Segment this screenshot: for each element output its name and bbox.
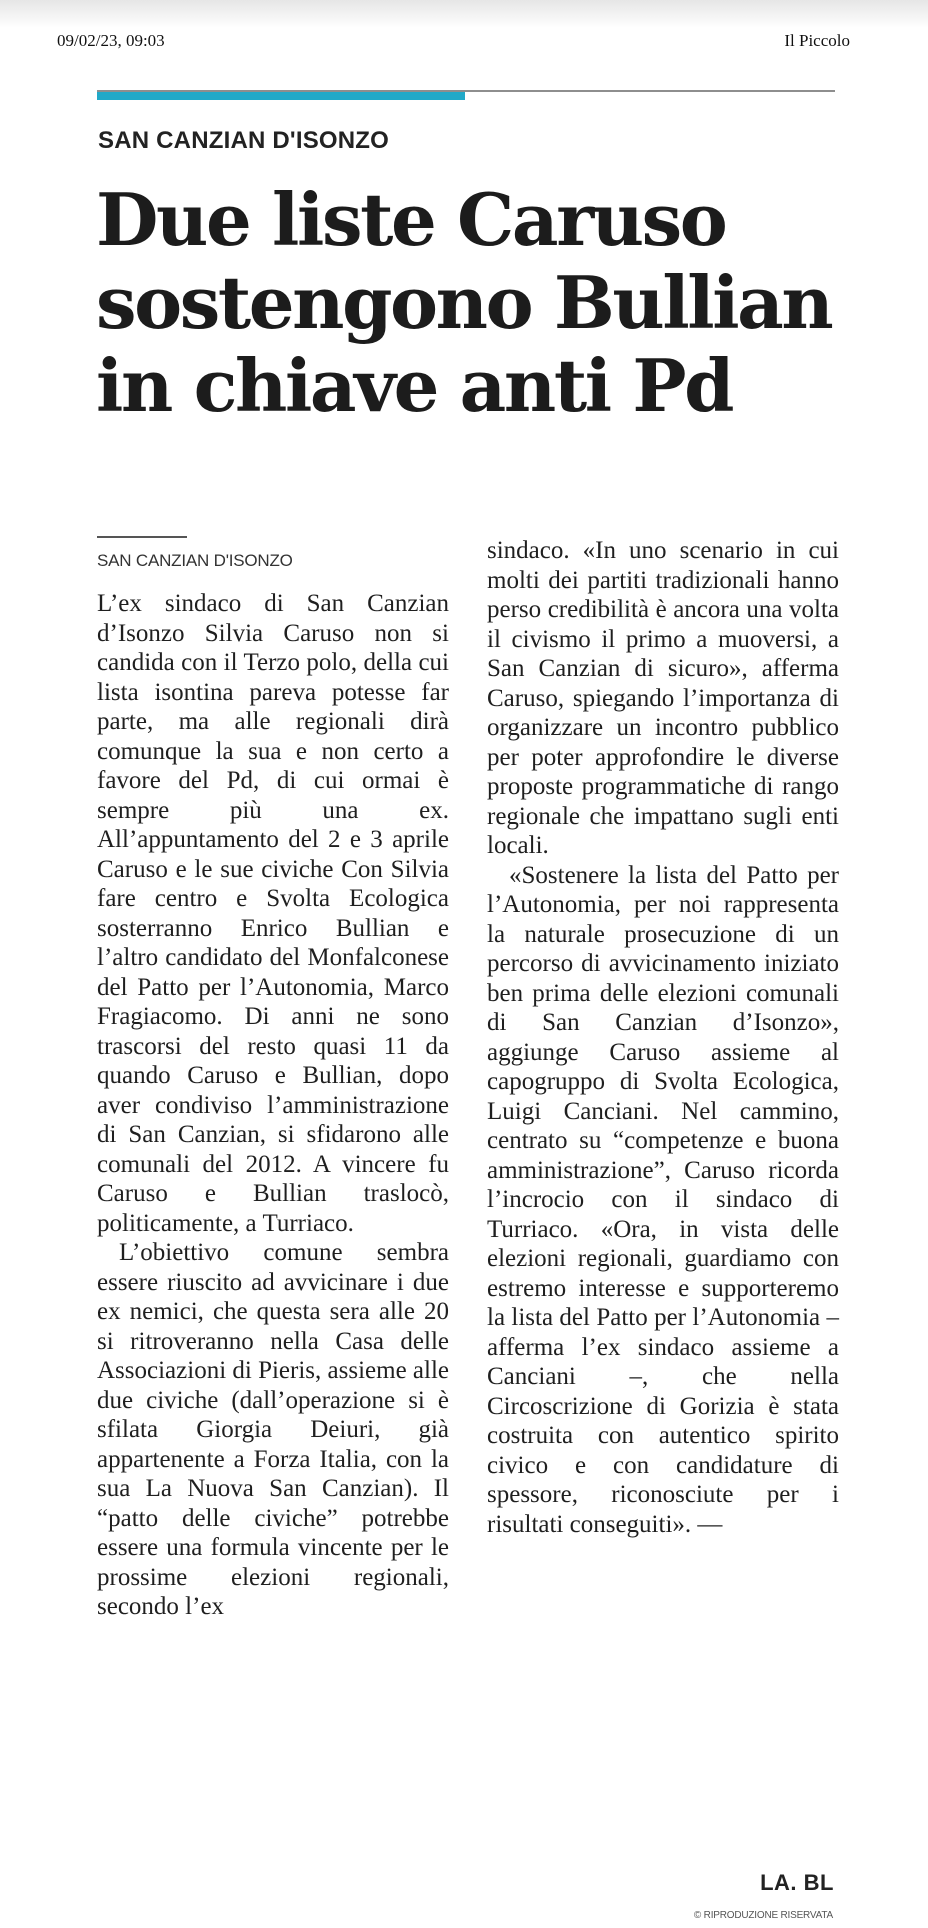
headline-line-2: sostengono Bullian bbox=[96, 260, 832, 345]
browser-top-shade bbox=[0, 0, 928, 28]
article-paragraph-4: «Sostenere la lista del Patto per l’Autonomia, per noi rappresenta la naturale prosecuzione di un percorso di avvicinamento iniziato ben prima delle elezioni comunali di San Canzian d’Isonzo», aggiunge Caruso assieme al capogruppo di Svolta Ecologica, Luigi Canciani. Nel cammino, centrato su “competenze e buona amministrazione”, Caruso ricorda l’incrocio con il sindaco di Turriaco. «Ora, in vista delle elezioni regionali, guardiamo con estremo interesse e supporteremo la lista del Patto per l’Autonomia – afferma l’ex sindaco assieme a Canciani –, che nella Circoscrizione di Gorizia è stata costruita con autentico spirito civico e con candidature di spessore, riconosciute per i risultati conseguiti». — bbox=[487, 861, 839, 1538]
article-paragraph-2: L’obiettivo comune sembra essere riuscito ad avvicinare i due ex nemici, che questa sera alle 20 si ritroveranno nella Casa delle Associazioni di Pieris, assieme alle due civiche (dall’operazione si è sfilata Giorgia Deiuri, già appartenente a Forza Italia, con la sua La Nuova San Canzian). Il “patto delle civiche” potrebbe essere una formula vincente per le prossime elezioni regionali, secondo l’ex bbox=[97, 1239, 450, 1620]
article-paragraph-3: sindaco. «In uno scenario in cui molti dei partiti tradizionali hanno perso credibilità è ancora una volta il civismo il primo a muoversi, a San Canzian di sicuro», afferma Caruso, spiegando l’importanza di organizzare un incontro pubblico per poter approfondire le diverse proposte programmatiche di rango regionale che impattano sugli enti locali. bbox=[487, 537, 839, 859]
section-rule-accent bbox=[97, 92, 465, 100]
print-source: Il Piccolo bbox=[784, 31, 850, 50]
article-column-right bbox=[487, 536, 839, 1539]
section-rule bbox=[97, 90, 835, 102]
headline-line-3: in chiave anti Pd bbox=[96, 343, 733, 428]
article-column-left bbox=[97, 536, 449, 1622]
article-headline bbox=[96, 178, 856, 427]
headline-line-1: Due liste Caruso bbox=[96, 177, 726, 262]
article-paragraph-1: L’ex sindaco di San Canzian d’Isonzo Silvia Caruso non si candida con il Terzo polo, della cui lista isontina pareva potesse far parte, ma alle regionali dirà comunque la sua e non certo a favore del Pd, di cui ormai è sempre più una ex. All’appuntamento del 2 e 3 aprile Caruso e le sue civiche Con Silvia fare centro e Svolta Ecologica sosterranno Enrico Bullian e l’altro candidato del Monfalconese del Patto per l’Autonomia, Marco Fragiacomo. Di anni ne sono trascorsi del resto quasi 11 da quando Caruso e Bullian, dopo aver condiviso l’amministrazione di San Canzian, si sfidarono alle comunali del 2012. A vincere fu Caruso e Bullian traslocò, politicamente, a Turriaco. bbox=[97, 590, 449, 1237]
article-dateline: SAN CANZIAN D'ISONZO bbox=[97, 550, 293, 570]
print-datetime: 09/02/23, 09:03 bbox=[57, 31, 165, 50]
copyright-notice: © RIPRODUZIONE RISERVATA bbox=[693, 1910, 833, 1921]
article-kicker: SAN CANZIAN D'ISONZO bbox=[98, 127, 390, 154]
dateline-rule bbox=[97, 536, 187, 538]
print-header bbox=[57, 31, 850, 51]
author-signature: LA. BL bbox=[760, 1870, 834, 1895]
